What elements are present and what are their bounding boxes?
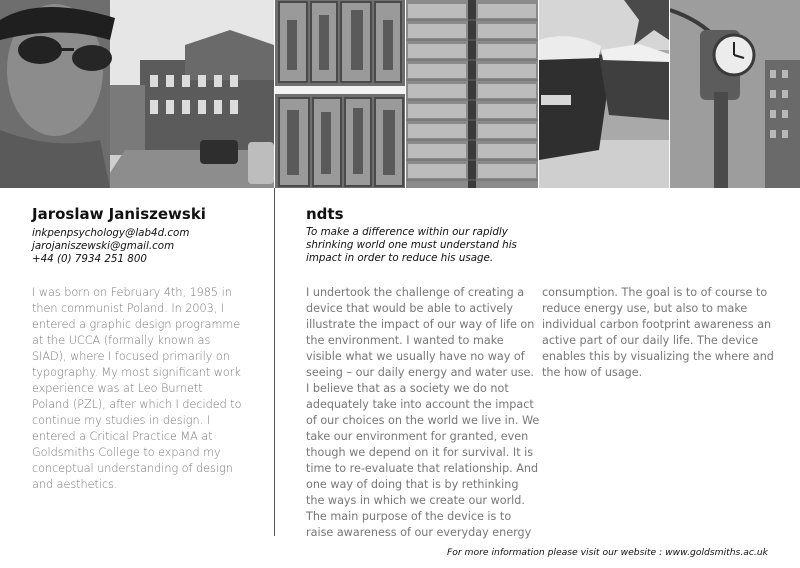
description-line: the environment. I wanted to make — [306, 334, 504, 347]
description-line: of our choices on the world we live in. We — [306, 414, 540, 427]
bio-line: continue my studies in design. I — [32, 414, 210, 427]
description-line: reduce energy use, but also to make — [542, 302, 748, 315]
contact-email-secondary[interactable]: jarojaniszewski@gmail.com — [32, 240, 175, 252]
author-bio — [32, 285, 264, 493]
bio-line: at the UCCA (formally known as — [32, 334, 211, 347]
description-line: enables this by visualizing the where and — [542, 350, 774, 363]
snowy-cars-illustration — [539, 0, 669, 188]
description-line: I believe that as a society we do not — [306, 382, 509, 395]
tagline-line: impact in order to reduce his usage. — [306, 252, 494, 264]
bio-line: typography. My most significant work — [32, 366, 241, 379]
bio-line: Goldsmiths College to expand my — [32, 446, 221, 459]
column-divider — [274, 188, 275, 536]
bio-line: entered a Critical Practice MA at — [32, 430, 213, 443]
description-line: The main purpose of the device is to — [306, 510, 512, 523]
description-line: illustrate the impact of our way of life on — [306, 318, 535, 331]
description-line: visible what we usually have no way of — [306, 350, 525, 363]
description-line: adequately take into account the impact — [306, 398, 534, 411]
project-description-col2 — [542, 285, 774, 381]
description-line: raise awareness of our everyday energy — [306, 526, 532, 539]
author-name: Jaroslaw Janiszewski — [32, 205, 206, 223]
bio-line: I was born on February 4th, 1985 in — [32, 286, 232, 299]
photo-strip — [0, 0, 800, 188]
wood-type-photo — [275, 0, 405, 188]
description-line: time to re-evaluate that relationship. And — [306, 462, 539, 475]
description-line: one way of doing that is by rethinking — [306, 478, 519, 491]
portrait-street-photo — [0, 0, 274, 188]
footer-website-note: For more information please visit our website : www.goldsmiths.ac.uk — [446, 547, 768, 558]
bio-line: then communist Poland. In 2003, I — [32, 302, 225, 315]
description-line: take our environment for granted, even — [306, 430, 529, 443]
bio-line: and aesthetics. — [32, 478, 118, 491]
contact-phone: +44 (0) 7934 251 800 — [32, 253, 147, 265]
description-line: seeing – our daily energy and water use. — [306, 366, 534, 379]
contact-block — [32, 227, 189, 266]
bio-line: entered a graphic design programme — [32, 318, 241, 331]
description-line: though we depend on it for survival. It is — [306, 446, 534, 459]
cd-shelves-photo — [406, 0, 538, 188]
description-line: the how of usage. — [542, 366, 643, 379]
project-title: ndts — [306, 205, 344, 223]
description-line: the ways in which we create our world. — [306, 494, 525, 507]
project-tagline — [306, 226, 517, 265]
street-clock-illustration — [670, 0, 800, 188]
bio-line: experience was at Leo Burnett — [32, 382, 203, 395]
bio-line: Poland (PZL), after which I decided to — [32, 398, 242, 411]
description-line: I undertook the challenge of creating a — [306, 286, 525, 299]
description-line: device that would be able to actively — [306, 302, 513, 315]
project-description-col1 — [306, 285, 539, 541]
snowy-cars-photo — [539, 0, 669, 188]
bio-line: conceptual understanding of design — [32, 462, 233, 475]
street-clock-photo — [670, 0, 800, 188]
cd-shelves-illustration — [406, 0, 538, 188]
tagline-line: To make a difference within our rapidly — [306, 226, 508, 238]
description-line: active part of our daily life. The device — [542, 334, 759, 347]
contact-email-primary[interactable]: inkpenpsychology@lab4d.com — [32, 227, 190, 239]
wood-type-illustration — [275, 0, 405, 188]
portrait-street-illustration — [0, 0, 274, 188]
description-line: individual carbon footprint awareness an — [542, 318, 772, 331]
tagline-line: shrinking world one must understand his — [306, 239, 517, 251]
description-line: consumption. The goal is to of course to — [542, 286, 768, 299]
bio-line: SIAD), where I focused primarily on — [32, 350, 230, 363]
